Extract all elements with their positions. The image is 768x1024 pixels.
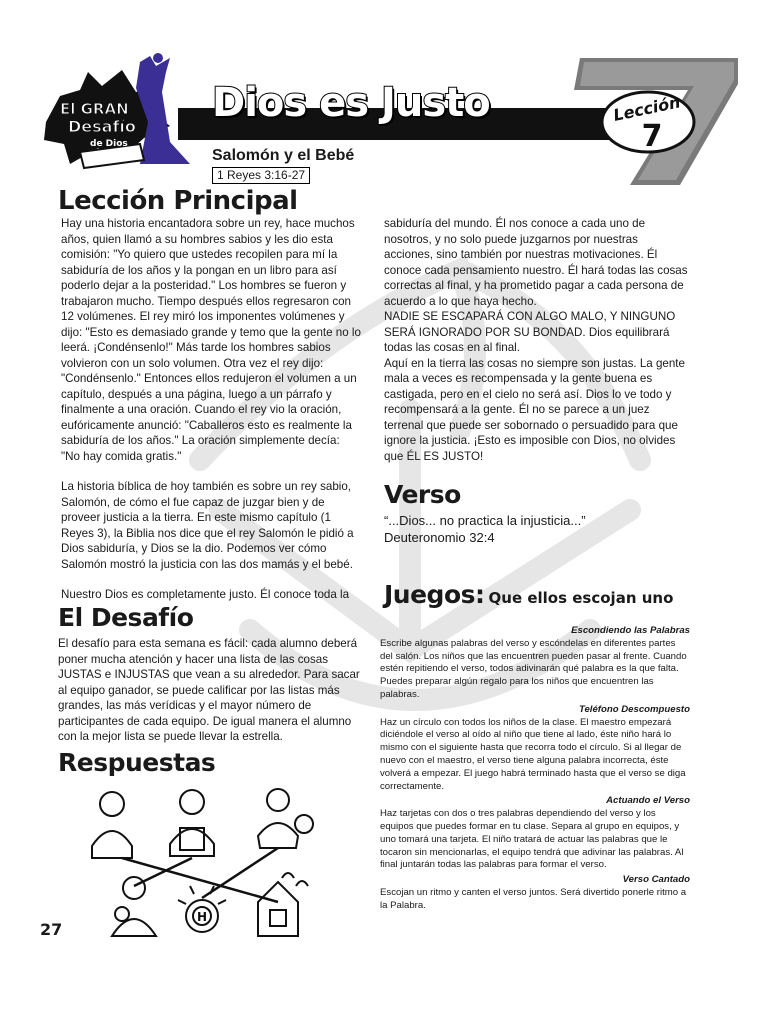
svg-text:H: H — [196, 910, 208, 924]
main-paragraph: sabiduría del mundo. Él nos conoce a cada uno de nosotros, y no solo puede juzgarnos por nuestras acciones, sino también por nuestras motivaciones. Él conoce cada pensamiento nuestro. Él hará todas las cosas correctas al final, y ha prometido pagar a cada persona de acuerdo a lo que haya hecho. — [384, 217, 688, 308]
game-text: Escojan un ritmo y canten el verso juntos. Será divertido ponerle ritmo a la Palabra. — [380, 886, 687, 911]
logo-text-line1: El GRAN — [60, 100, 129, 118]
main-paragraph: Nuestro Dios es completamente justo. Él conoce toda la — [61, 588, 350, 601]
main-lesson-right-column — [384, 216, 688, 464]
game-title: Escondiendo las Palabras — [571, 625, 690, 636]
verse-block — [384, 512, 684, 546]
game-title: Teléfono Descompuesto — [578, 703, 690, 715]
lesson-word: Lección — [611, 92, 683, 125]
verse-text: “...Dios... no practica la injusticia...” — [384, 513, 586, 528]
games-heading-label: Juegos: — [384, 580, 485, 609]
game-title: Actuando el Verso — [606, 795, 690, 807]
main-paragraph: Aquí en la tierra las cosas no siempre son justas. La gente mala a veces es recompensada y la gente buena es castigada, pero en el cielo no será así. Dios lo ve todo y recompensará a la gente. Él no se parece a un juez terrenal que puede ser sobornado o persuadido para que ignore la justicia. ¡Esto es imposible con Dios, no olvides que ÉL ES JUSTO! — [384, 356, 685, 463]
main-paragraph: NADIE SE ESCAPARÁ CON ALGO MALO, Y NINGUNO SERÁ IGNORADO POR SU BONDAD. Dios equilibrará todas las cosas en al final. — [384, 310, 676, 354]
lesson-number-badge — [600, 84, 696, 156]
game-text: Haz un círculo con todos los niños de la clase. El maestro empezará diciéndole el verso al oído al niño que tiene al lado, éste niño hará lo mismo con el siguiente hasta que recorra todo el círculo. Si al llegar de nuevo con el maestro, el verso tiene alguna palabra incorrecta, éste volverá a empezar. El juego habrá terminado hasta que el verso se diga correctamente. — [380, 716, 686, 792]
game-title: Verso Cantado — [622, 874, 690, 886]
main-paragraph: La historia bíblica de hoy también es sobre un rey sabio, Salomón, de cómo el fue capaz de juzgar bien y de proveer justicia a la tierra. En este mismo capítulo (1 Reyes 3), la Biblia nos dice que el rey Salomón le pidió a Dios sabiduría, y Dios se la dio. Podemos ver cómo Salomón mostró la justicia con las dos mamás y el bebé. — [61, 480, 354, 571]
bible-reference: 1 Reyes 3:16-27 — [212, 167, 310, 184]
challenge-heading: El Desafío — [58, 603, 194, 632]
answers-heading: Respuestas — [58, 748, 216, 777]
games-heading — [384, 580, 673, 609]
el-gran-desafio-logo — [40, 52, 200, 172]
games-subheading: Que ellos escojan uno — [488, 589, 674, 607]
main-paragraph: Hay una historia encantadora sobre un rey, hace muchos años, quien llamó a su hombres sabios y les dio esta comisión: "Yo quiero que ustedes recopilen para mí la sabiduría de los años y la pongan en un libro para así poderlo dejar a la posteridad." Los hombres se fueron y trabajaron mucho. Tiempo después ellos regresaron con 12 volúmenes. El rey miró los imponentes volúmenes y dijo: "Esto es demasiado grande y temo que la gente no lo leerá. ¡Condénsenlo!" Más tarde los hombres sabios volvieron con un solo volumen. Otra vez el rey dijo: "Condénsenlo." Entonces ellos redujeron el volumen a un capítulo, después a una página, luego a un párrafo y finalmente a una oración. Cuando el rey vio la oración, eufóricamente anunció: "Caballeros esto es realmente la sabiduría de los años." La oración simplemente decía: "No hay comida gratis." — [61, 217, 361, 463]
lesson-number: 7 — [641, 119, 663, 154]
games-list — [380, 623, 690, 915]
lesson-subtitle: Salomón y el Bebé — [212, 147, 355, 164]
answers-matching-illustration — [82, 786, 322, 942]
game-text: Escribe algunas palabras del verso y escóndelas en diferentes partes del salón. Los niños que las encuentren pueden pasar al frente. Cuando estén repitiendo el verso, todos adivinarán qué palabra es la que falta. Puedes preparar algún regalo para los niños que encuentren las palabras. — [380, 637, 687, 700]
verse-heading: Verso — [384, 480, 461, 509]
game-text: Haz tarjetas con dos o tres palabras dependiendo del verso y los equipos que puedes formar en tu clase. Separa al grupo en equipos, y uno tomará una tarjeta. El niño tratará de actuar las palabras que le tocaron sin mencionarlas, el equipo tendrá que adivinar las palabras. Al final juntarán todas las palabras para formar el verso. — [380, 808, 684, 871]
logo-text-line3: de Dios — [90, 139, 128, 149]
main-lesson-left-column — [61, 216, 361, 603]
logo-text-line2: Desafío — [68, 117, 136, 136]
challenge-text: El desafío para esta semana es fácil: cada alumno deberá poner mucha atención y hacer una lista de las cosas JUSTAS e INJUSTAS que vean a su alrededor. Para sacar al equipo ganador, se puede calificar por las listas más grandes, las más verídicas y el mayor número de participantes de cada equipo. De igual manera el alumno con la mejor lista se puede llevar la estrella. — [58, 637, 360, 743]
main-lesson-heading: Lección Principal — [58, 186, 298, 216]
page-number: 27 — [40, 920, 63, 939]
verse-reference: Deuteronomio 32:4 — [384, 530, 495, 545]
lesson-title: Dios es Justo — [212, 80, 490, 126]
